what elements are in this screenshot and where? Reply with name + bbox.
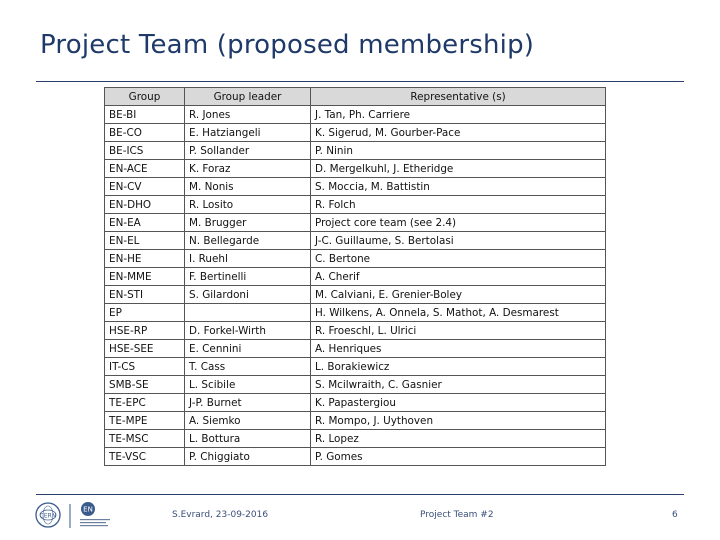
- table-row: [105, 106, 606, 124]
- table-row: [105, 340, 606, 358]
- cell-representatives: J. Tan, Ph. Carriere: [311, 106, 606, 124]
- cell-group: TE-EPC: [105, 394, 185, 412]
- cell-group-leader: I. Ruehl: [185, 250, 311, 268]
- cell-representatives: M. Calviani, E. Grenier-Boley: [311, 286, 606, 304]
- cell-group: BE-ICS: [105, 142, 185, 160]
- header-group: Group: [105, 88, 185, 106]
- cell-representatives: K. Sigerud, M. Gourber-Pace: [311, 124, 606, 142]
- cell-group: EN-CV: [105, 178, 185, 196]
- cell-group: TE-VSC: [105, 448, 185, 466]
- cell-group-leader: K. Foraz: [185, 160, 311, 178]
- cell-representatives: A. Cherif: [311, 268, 606, 286]
- cell-group-leader: [185, 304, 311, 322]
- table-row: [105, 268, 606, 286]
- table-row: [105, 358, 606, 376]
- cell-representatives: D. Mergelkuhl, J. Etheridge: [311, 160, 606, 178]
- cell-group: TE-MPE: [105, 412, 185, 430]
- cell-representatives: R. Lopez: [311, 430, 606, 448]
- cell-group-leader: E. Cennini: [185, 340, 311, 358]
- cell-group-leader: R. Losito: [185, 196, 311, 214]
- cern-logo-icon: [36, 503, 60, 527]
- cell-group-leader: A. Siemko: [185, 412, 311, 430]
- footer-divider: [36, 494, 684, 495]
- cell-representatives: S. Moccia, M. Battistin: [311, 178, 606, 196]
- table-row: [105, 304, 606, 322]
- table-row: [105, 196, 606, 214]
- cell-group-leader: E. Hatziangeli: [185, 124, 311, 142]
- cell-group-leader: T. Cass: [185, 358, 311, 376]
- cell-representatives: A. Henriques: [311, 340, 606, 358]
- cell-group: EN-DHO: [105, 196, 185, 214]
- cell-group: EN-STI: [105, 286, 185, 304]
- cell-representatives: K. Papastergiou: [311, 394, 606, 412]
- cell-group: EN-HE: [105, 250, 185, 268]
- cell-group-leader: P. Chiggiato: [185, 448, 311, 466]
- cell-group: SMB-SE: [105, 376, 185, 394]
- cell-group-leader: R. Jones: [185, 106, 311, 124]
- cell-group-leader: D. Forkel-Wirth: [185, 322, 311, 340]
- cell-group: EN-EA: [105, 214, 185, 232]
- footer-presentation-title: Project Team #2: [420, 510, 494, 520]
- cell-group-leader: L. Scibile: [185, 376, 311, 394]
- cell-group: EN-EL: [105, 232, 185, 250]
- cell-group-leader: M. Brugger: [185, 214, 311, 232]
- membership-table: [104, 87, 606, 466]
- cell-representatives: P. Gomes: [311, 448, 606, 466]
- table-row: [105, 322, 606, 340]
- cell-group: EN-ACE: [105, 160, 185, 178]
- cell-group-leader: J-P. Burnet: [185, 394, 311, 412]
- table-row: [105, 214, 606, 232]
- cell-representatives: C. Bertone: [311, 250, 606, 268]
- en-logo-text: EN: [83, 505, 93, 514]
- table-row: [105, 250, 606, 268]
- cell-group-leader: N. Bellegarde: [185, 232, 311, 250]
- cell-representatives: R. Froeschl, L. Ulrici: [311, 322, 606, 340]
- page-number: 6: [672, 510, 678, 520]
- table-row: [105, 286, 606, 304]
- table-header-row: [105, 88, 606, 106]
- cell-representatives: P. Ninin: [311, 142, 606, 160]
- table-row: [105, 142, 606, 160]
- header-representatives: Representative (s): [311, 88, 606, 106]
- slide-title: Project Team (proposed membership): [40, 30, 535, 60]
- table-row: [105, 124, 606, 142]
- cell-group-leader: L. Bottura: [185, 430, 311, 448]
- cell-representatives: R. Folch: [311, 196, 606, 214]
- cell-representatives: R. Mompo, J. Uythoven: [311, 412, 606, 430]
- cell-group: EP: [105, 304, 185, 322]
- cell-group: BE-BI: [105, 106, 185, 124]
- cern-logo-text: CERN: [39, 512, 57, 520]
- cell-group-leader: S. Gilardoni: [185, 286, 311, 304]
- cell-group-leader: P. Sollander: [185, 142, 311, 160]
- cell-group: BE-CO: [105, 124, 185, 142]
- table-row: [105, 160, 606, 178]
- footer-author-date: S.Evrard, 23-09-2016: [172, 510, 269, 520]
- cell-group-leader: M. Nonis: [185, 178, 311, 196]
- table-row: [105, 394, 606, 412]
- en-logo-icon: [80, 502, 110, 526]
- table-row: [105, 430, 606, 448]
- cell-representatives: Project core team (see 2.4): [311, 214, 606, 232]
- cell-group: IT-CS: [105, 358, 185, 376]
- cell-group: HSE-RP: [105, 322, 185, 340]
- table-row: [105, 412, 606, 430]
- table-row: [105, 376, 606, 394]
- cell-representatives: L. Borakiewicz: [311, 358, 606, 376]
- cell-group: EN-MME: [105, 268, 185, 286]
- table-row: [105, 232, 606, 250]
- table-row: [105, 448, 606, 466]
- cell-representatives: J-C. Guillaume, S. Bertolasi: [311, 232, 606, 250]
- header-group-leader: Group leader: [185, 88, 311, 106]
- cell-group-leader: F. Bertinelli: [185, 268, 311, 286]
- footer-logos: [34, 500, 116, 536]
- table-body: [105, 106, 606, 466]
- cell-representatives: S. Mcilwraith, C. Gasnier: [311, 376, 606, 394]
- cell-representatives: H. Wilkens, A. Onnela, S. Mathot, A. Desmarest: [311, 304, 606, 322]
- cell-group: TE-MSC: [105, 430, 185, 448]
- table-row: [105, 178, 606, 196]
- cell-group: HSE-SEE: [105, 340, 185, 358]
- title-divider: [36, 81, 684, 82]
